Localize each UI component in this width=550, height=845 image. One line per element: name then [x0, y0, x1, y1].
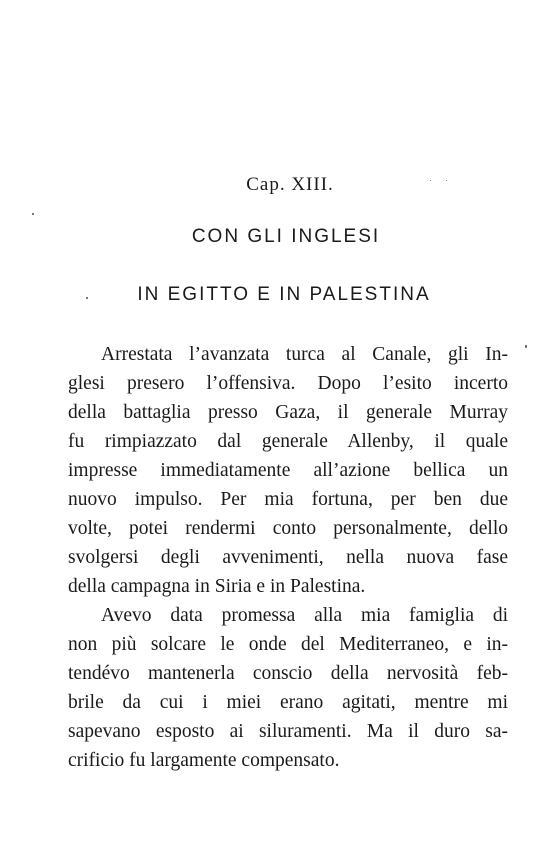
text-line: della campagna in Siria e in Palestina.: [68, 576, 366, 597]
text-line: sapevano esposto ai siluramenti. Ma il duro sa-: [68, 721, 508, 742]
text-line: fu rimpiazzato dal generale Allenby, il quale: [68, 431, 508, 452]
text-line: svolgersi degli avvenimenti, nella nuova fase: [68, 547, 508, 568]
scan-speck: [525, 345, 527, 348]
scan-speck: [430, 180, 431, 181]
chapter-title-line-1: CON GLI INGLESI: [191, 226, 381, 247]
text-line: non più solcare le onde del Mediterraneo, e in-: [68, 634, 508, 655]
text-line: Arrestata l’avanzata turca al Canale, gli In-: [101, 344, 508, 365]
text-line: crificio fu largamente compensato.: [68, 750, 340, 771]
chapter-title-line-2: IN EGITTO E IN PALESTINA: [137, 284, 431, 305]
chapter-number: Cap. XIII.: [246, 174, 334, 195]
text-line: volte, potei rendermi conto personalmente, dello: [68, 518, 508, 539]
text-line: della battaglia presso Gaza, il generale Murray: [68, 402, 508, 423]
text-line: tendévo mantenerla conscio della nervosità feb-: [68, 663, 508, 684]
text-line: Avevo data promessa alla mia famiglia di: [101, 605, 508, 626]
scan-speck: [32, 213, 34, 215]
text-line: brile da cui i miei erano agitati, mentre mi: [68, 692, 508, 713]
paragraph-2: [68, 601, 508, 775]
scan-speck: [446, 180, 447, 181]
body-text: [68, 340, 508, 775]
text-line: glesi presero l’offensiva. Dopo l’esito incerto: [68, 373, 508, 394]
scan-speck: [86, 297, 88, 299]
paragraph-1: [68, 340, 508, 601]
text-line: nuovo impulso. Per mia fortuna, per ben due: [68, 489, 508, 510]
text-line: impresse immediatamente all’azione bellica un: [68, 460, 508, 481]
